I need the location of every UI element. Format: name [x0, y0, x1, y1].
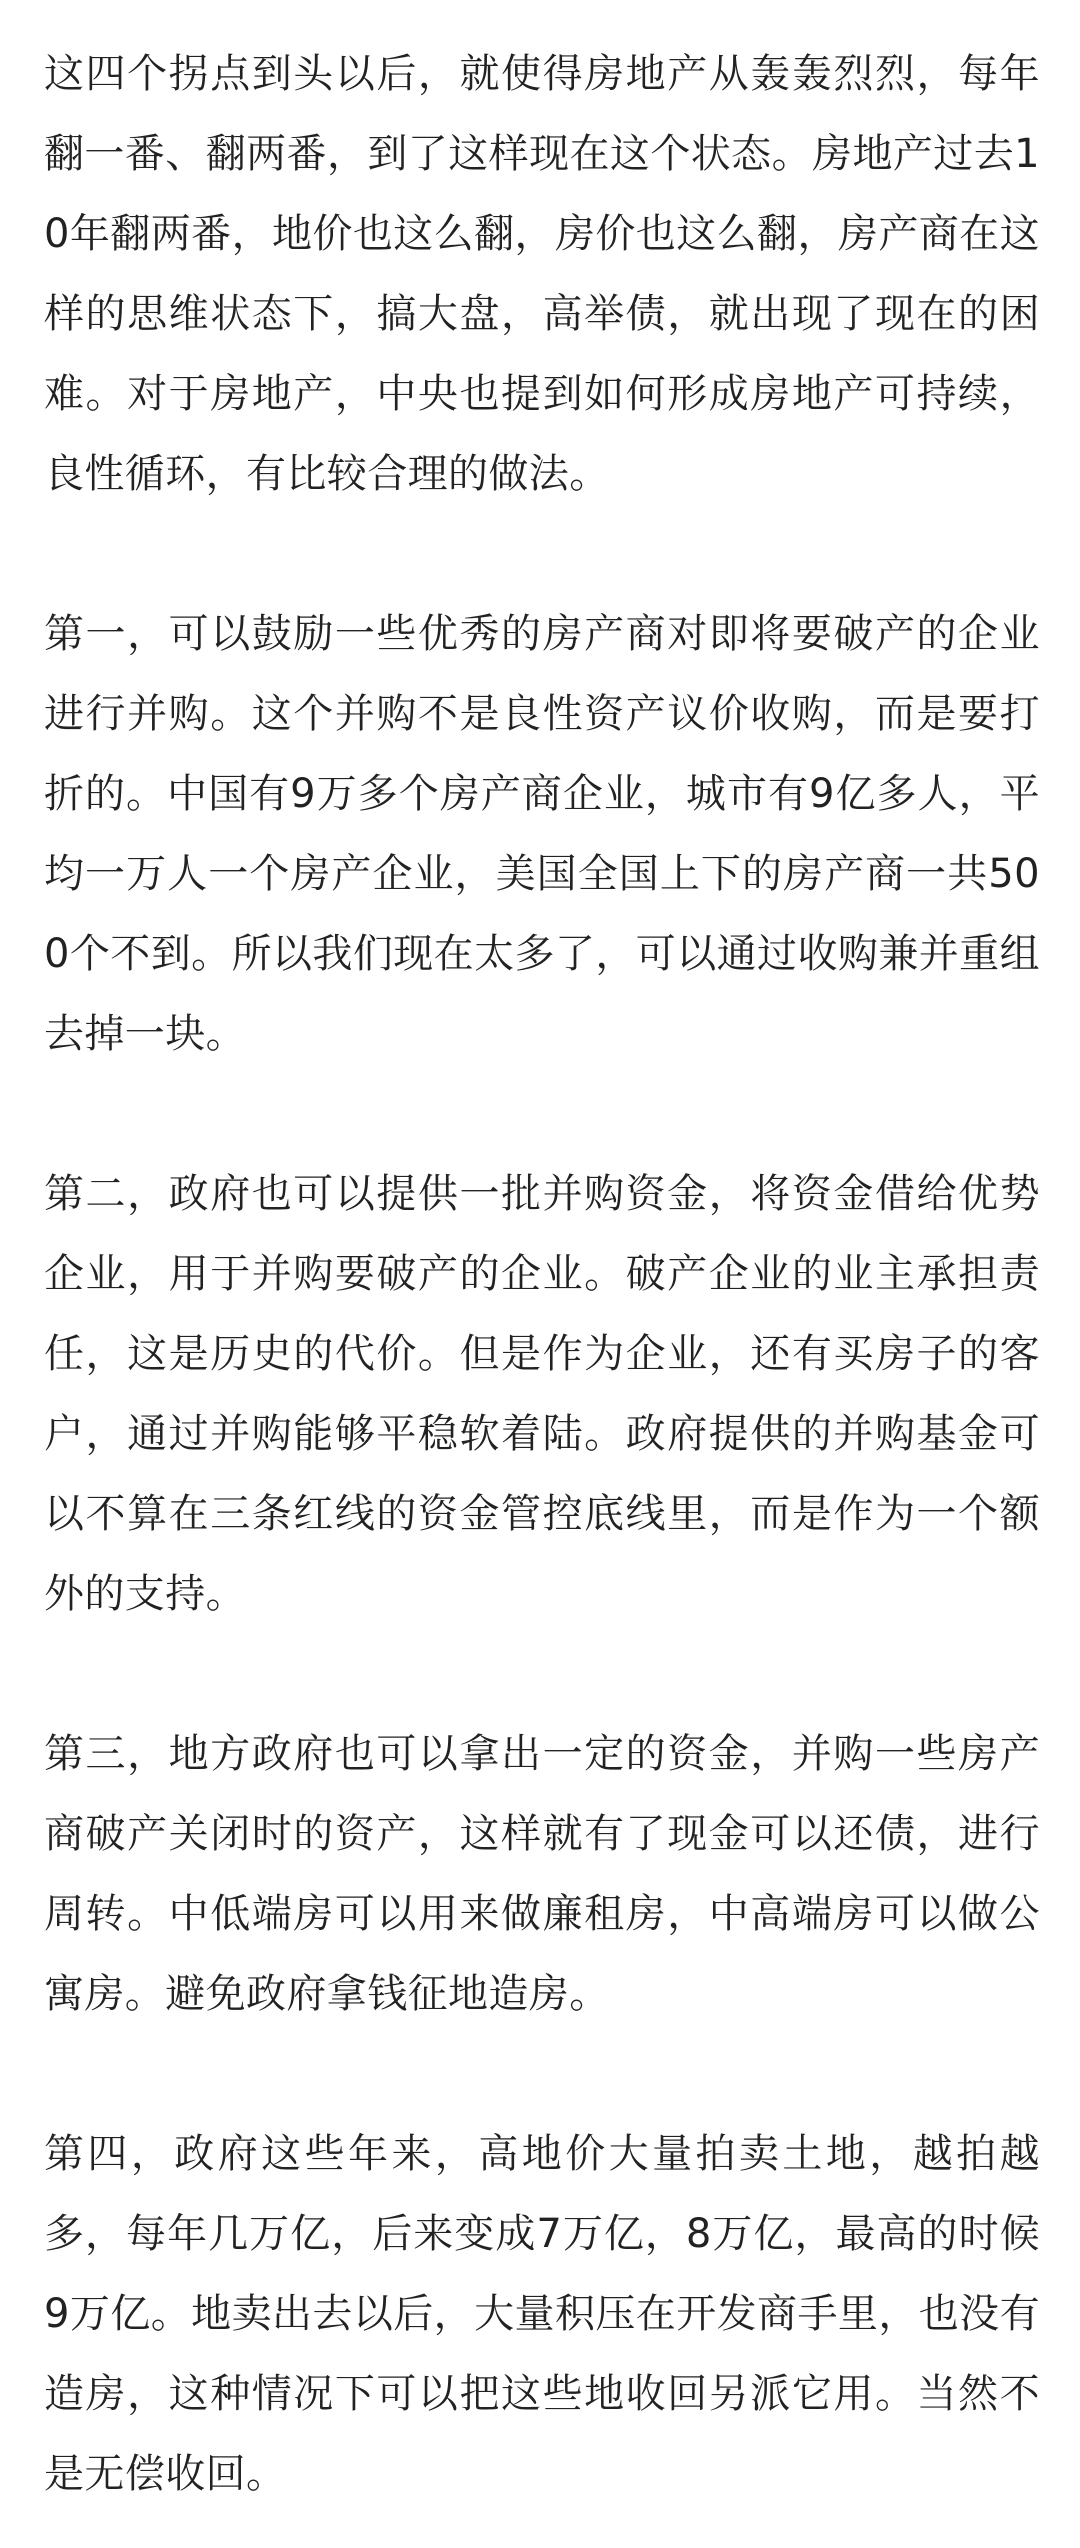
paragraph-point-four: 第四，政府这些年来，高地价大量拍卖土地，越拍越多，每年几万亿，后来变成7万亿，8万亿，最高的时候9万亿。地卖出去以后，大量积压在开发商手里，也没有造房，这种情况下可以把这些地收回另派它用。当然不是无偿收回。 — [44, 2131, 1040, 2497]
paragraph-point-one: 第一，可以鼓励一些优秀的房产商对即将要破产的企业进行并购。这个并购不是良性资产议价收购，而是要打折的。中国有9万多个房产商企业，城市有9亿多人，平均一万人一个房产企业，美国全国上下的房产商一共500个不到。所以我们现在太多了，可以通过收购兼并重组去掉一块。 — [44, 611, 1040, 1057]
paragraph-intro: 这四个拐点到头以后，就使得房地产从轰轰烈烈，每年翻一番、翻两番，到了这样现在这个状态。房地产过去10年翻两番，地价也这么翻，房价也这么翻，房产商在这样的思维状态下，搞大盘，高举债，就出现了现在的困难。对于房地产，中央也提到如何形成房地产可持续，良性循环，有比较合理的做法。 — [44, 51, 1040, 497]
paragraph-point-three: 第三，地方政府也可以拿出一定的资金，并购一些房产商破产关闭时的资产，这样就有了现金可以还债，进行周转。中低端房可以用来做廉租房，中高端房可以做公寓房。避免政府拿钱征地造房。 — [44, 1731, 1040, 2017]
paragraph-point-two: 第二，政府也可以提供一批并购资金，将资金借给优势企业，用于并购要破产的企业。破产企业的业主承担责任，这是历史的代价。但是作为企业，还有买房子的客户，通过并购能够平稳软着陆。政府提供的并购基金可以不算在三条红线的资金管控底线里，而是作为一个额外的支持。 — [44, 1171, 1040, 1617]
article-body — [44, 34, 1040, 2514]
